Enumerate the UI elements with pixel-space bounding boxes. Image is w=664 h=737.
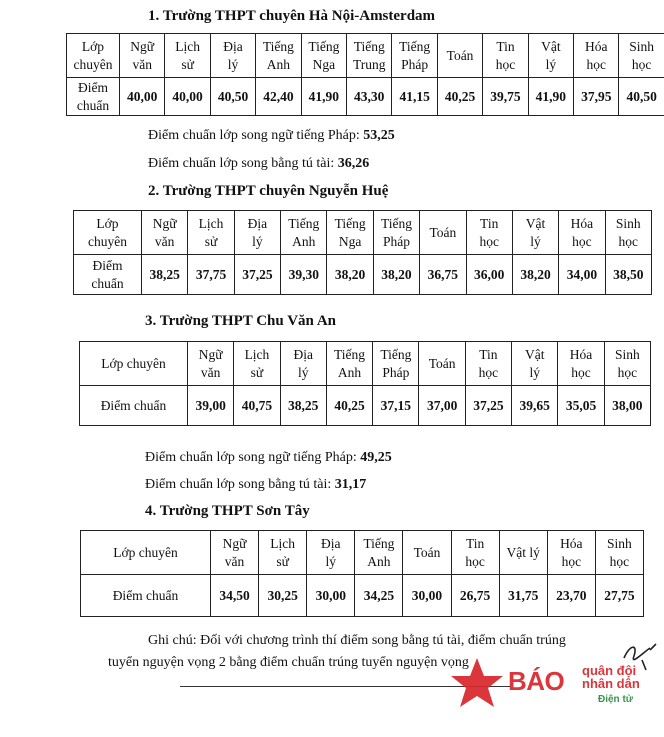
subject-header: Ngữ văn bbox=[142, 211, 188, 255]
score-cell: 43,30 bbox=[347, 78, 392, 116]
subject-header: Tiếng Pháp bbox=[392, 34, 437, 78]
subject-header: Sinh học bbox=[605, 211, 651, 255]
subject-header: Tin học bbox=[465, 342, 511, 386]
score-cell: 37,95 bbox=[574, 78, 619, 116]
score-cell: 40,75 bbox=[234, 386, 280, 426]
score-table bbox=[66, 33, 664, 116]
row-header-label: Lớp chuyên bbox=[74, 211, 142, 255]
row-label: Điểm chuẩn bbox=[67, 78, 120, 116]
score-cell: 26,75 bbox=[451, 575, 499, 617]
score-cell: 40,25 bbox=[437, 78, 482, 116]
row-header-label: Lớp chuyên bbox=[81, 531, 211, 575]
score-cell: 39,30 bbox=[281, 255, 327, 295]
subject-header: Sinh học bbox=[604, 342, 650, 386]
subject-header: Tin học bbox=[483, 34, 528, 78]
subject-header: Hóa học bbox=[559, 211, 605, 255]
subject-header: Địa lý bbox=[307, 531, 355, 575]
score-cell: 37,00 bbox=[419, 386, 465, 426]
subject-header: Lịch sử bbox=[234, 342, 280, 386]
table-header-row bbox=[74, 211, 652, 255]
subject-header: Tiếng Trung bbox=[347, 34, 392, 78]
score-cell: 40,25 bbox=[326, 386, 372, 426]
row-header-label: Lớp chuyên bbox=[80, 342, 188, 386]
section-title: 1. Trường THPT chuyên Hà Nội-Amsterdam bbox=[148, 8, 436, 24]
score-cell: 30,00 bbox=[403, 575, 451, 617]
watermark-brand: BÁO bbox=[508, 666, 565, 696]
score-cell: 34,00 bbox=[559, 255, 605, 295]
score-cell: 30,00 bbox=[307, 575, 355, 617]
score-cell: 37,15 bbox=[373, 386, 419, 426]
row-label: Điểm chuẩn bbox=[81, 575, 211, 617]
subject-header: Tiếng Nga bbox=[327, 211, 373, 255]
subject-header: Toán bbox=[420, 211, 466, 255]
subject-header: Địa lý bbox=[210, 34, 255, 78]
subject-header: Địa lý bbox=[234, 211, 280, 255]
footnote-line-2: tuyển nguyện vọng 2 bằng điểm chuẩn trúng tuyển nguyện vọng bbox=[108, 655, 469, 670]
subject-header: Vật lý bbox=[528, 34, 573, 78]
subject-header: Vật lý bbox=[512, 342, 558, 386]
subject-header: Tiếng Pháp bbox=[373, 342, 419, 386]
score-cell: 39,75 bbox=[483, 78, 528, 116]
score-cell: 40,00 bbox=[165, 78, 210, 116]
score-cell: 34,25 bbox=[355, 575, 403, 617]
newspaper-watermark bbox=[448, 654, 644, 714]
score-cell: 38,00 bbox=[604, 386, 650, 426]
score-cell: 38,50 bbox=[605, 255, 651, 295]
subject-header: Tiếng Anh bbox=[281, 211, 327, 255]
bilingual-french-note: Điểm chuẩn lớp song ngữ tiếng Pháp: 53,25 bbox=[148, 128, 395, 143]
subject-header: Tin học bbox=[451, 531, 499, 575]
subject-header: Vật lý bbox=[499, 531, 547, 575]
subject-header: Ngữ văn bbox=[120, 34, 165, 78]
subject-header: Ngữ văn bbox=[188, 342, 234, 386]
table-header-row bbox=[81, 531, 644, 575]
score-cell: 38,20 bbox=[373, 255, 419, 295]
section-title: 3. Trường THPT Chu Văn An bbox=[145, 313, 336, 329]
watermark-name: quân đội nhân dân bbox=[582, 663, 640, 691]
table-row bbox=[67, 78, 664, 116]
score-cell: 31,75 bbox=[499, 575, 547, 617]
subject-header: Hóa học bbox=[547, 531, 595, 575]
dual-diploma-note: Điểm chuẩn lớp song bằng tú tài: 36,26 bbox=[148, 156, 370, 171]
table-row bbox=[74, 255, 652, 295]
score-cell: 27,75 bbox=[595, 575, 643, 617]
score-cell: 35,05 bbox=[558, 386, 604, 426]
subject-header: Ngữ văn bbox=[211, 531, 259, 575]
watermark-sub: Điện tử bbox=[598, 694, 634, 705]
table-row bbox=[80, 386, 651, 426]
score-cell: 37,25 bbox=[234, 255, 280, 295]
subject-header: Tiếng Anh bbox=[326, 342, 372, 386]
table-header-row bbox=[67, 34, 664, 78]
row-label: Điểm chuẩn bbox=[74, 255, 142, 295]
table-row bbox=[81, 575, 644, 617]
score-cell: 42,40 bbox=[256, 78, 301, 116]
subject-header: Lịch sử bbox=[165, 34, 210, 78]
score-cell: 40,00 bbox=[120, 78, 165, 116]
subject-header: Sinh học bbox=[595, 531, 643, 575]
subject-header: Hóa học bbox=[558, 342, 604, 386]
score-cell: 37,75 bbox=[188, 255, 234, 295]
score-cell: 40,50 bbox=[210, 78, 255, 116]
score-cell: 38,25 bbox=[280, 386, 326, 426]
section-title: 4. Trường THPT Sơn Tây bbox=[145, 503, 310, 519]
subject-header: Toán bbox=[403, 531, 451, 575]
score-cell: 39,65 bbox=[512, 386, 558, 426]
subject-header: Toán bbox=[419, 342, 465, 386]
subject-header: Sinh học bbox=[619, 34, 664, 78]
score-cell: 38,20 bbox=[327, 255, 373, 295]
score-table bbox=[73, 210, 652, 295]
score-cell: 41,90 bbox=[528, 78, 573, 116]
score-table bbox=[79, 341, 651, 426]
subject-header: Tiếng Nga bbox=[301, 34, 346, 78]
score-cell: 41,90 bbox=[301, 78, 346, 116]
dual-diploma-note: Điểm chuẩn lớp song bằng tú tài: 31,17 bbox=[145, 477, 367, 492]
subject-header: Lịch sử bbox=[259, 531, 307, 575]
subject-header: Hóa học bbox=[574, 34, 619, 78]
subject-header: Tiếng Pháp bbox=[373, 211, 419, 255]
subject-header: Tin học bbox=[466, 211, 512, 255]
subject-header: Vật lý bbox=[512, 211, 558, 255]
subject-header: Toán bbox=[437, 34, 482, 78]
subject-header: Lịch sử bbox=[188, 211, 234, 255]
subject-header: Tiếng Anh bbox=[256, 34, 301, 78]
score-cell: 36,00 bbox=[466, 255, 512, 295]
score-cell: 39,00 bbox=[188, 386, 234, 426]
subject-header: Địa lý bbox=[280, 342, 326, 386]
score-cell: 41,15 bbox=[392, 78, 437, 116]
score-cell: 34,50 bbox=[211, 575, 259, 617]
score-cell: 37,25 bbox=[465, 386, 511, 426]
score-cell: 40,50 bbox=[619, 78, 664, 116]
score-cell: 36,75 bbox=[420, 255, 466, 295]
score-cell: 30,25 bbox=[259, 575, 307, 617]
row-header-label: Lớp chuyên bbox=[67, 34, 120, 78]
footnote-line-1: Ghi chú: Đối với chương trình thí điểm song bằng tú tài, điểm chuẩn trúng bbox=[148, 633, 566, 648]
table-header-row bbox=[80, 342, 651, 386]
subject-header: Tiếng Anh bbox=[355, 531, 403, 575]
row-label: Điểm chuẩn bbox=[80, 386, 188, 426]
red-star-icon bbox=[448, 654, 506, 712]
bilingual-french-note: Điểm chuẩn lớp song ngữ tiếng Pháp: 49,25 bbox=[145, 450, 392, 465]
score-table bbox=[80, 530, 644, 617]
score-cell: 38,20 bbox=[512, 255, 558, 295]
score-cell: 38,25 bbox=[142, 255, 188, 295]
score-cell: 23,70 bbox=[547, 575, 595, 617]
section-title: 2. Trường THPT chuyên Nguyễn Huệ bbox=[148, 183, 389, 199]
